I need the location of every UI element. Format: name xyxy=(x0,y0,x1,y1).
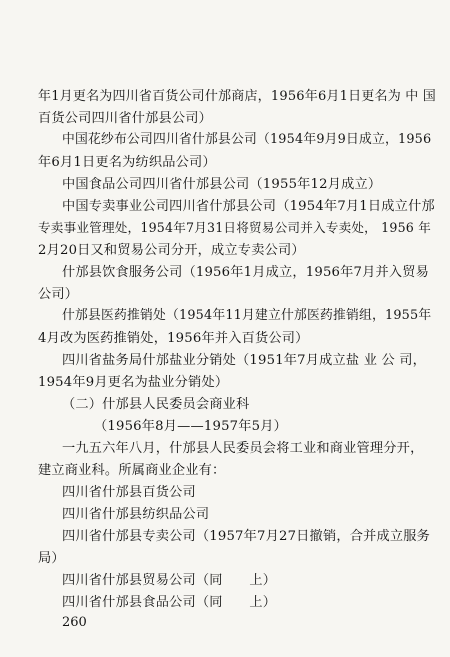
text-line: 什邡县饮食服务公司（1956年1月成立，1956年7月并入贸易 xyxy=(62,265,430,280)
text-line: 公司） xyxy=(38,287,79,302)
list-item: 局） xyxy=(38,551,65,566)
text-line: 专卖事业管理处，1954年7月31日将贸易公司并入专卖处， 1956 年 xyxy=(38,220,432,235)
text-line: 百货公司四川省什邡县公司） xyxy=(38,111,213,126)
text-line: 什邡县医药推销处（1954年11月建立什邡医药推销组，1955年 xyxy=(62,308,432,323)
text-line: 年6月1日更名为纺织品公司） xyxy=(38,155,216,170)
list-item: 四川省什邡县百货公司 xyxy=(62,485,196,500)
list-item: 四川省什邡县纺织品公司 xyxy=(62,507,210,522)
section-heading: （二）什邡县人民委员会商业科 xyxy=(62,397,250,412)
text-line: 四川省盐务局什邡盐业分销处（1951年7月成立盐 业 公 司， xyxy=(62,353,427,368)
list-item: 四川省什邡县专卖公司（1957年7月27日撤销，合并成立服务 xyxy=(62,529,431,544)
list-item: 四川省什邡县贸易公司（同 上） xyxy=(62,573,277,588)
text-line: 年1月更名为四川省百货公司什邡商店，1956年6月1日更名为 中 国 xyxy=(38,89,436,104)
text-line: 1954年9月更名为盐业分销处） xyxy=(38,375,229,390)
section-period: （1956年8月——1957年5月） xyxy=(94,419,288,434)
text-line: 中国食品公司四川省什邡县公司（1955年12月成立） xyxy=(62,177,382,192)
list-item: 四川省什邡县食品公司（同 上） xyxy=(62,595,277,610)
text-line: 2月20日又和贸易公司分开，成立专卖公司） xyxy=(38,243,305,258)
text-line: 中国专卖事业公司四川省什邡县公司（1954年7月1日成立什邡 xyxy=(62,199,435,214)
text-line: 4月改为医药推销处，1956年并入百货公司） xyxy=(38,331,309,346)
text-line: 建立商业科。所属商业企业有： xyxy=(38,463,226,478)
text-line: 一九五六年八月，什邡县人民委员会将工业和商业管理分开， xyxy=(62,441,424,456)
page-number: 260 xyxy=(62,615,87,630)
text-line: 中国花纱布公司四川省什邡县公司（1954年9月9日成立，1956 xyxy=(62,132,432,147)
